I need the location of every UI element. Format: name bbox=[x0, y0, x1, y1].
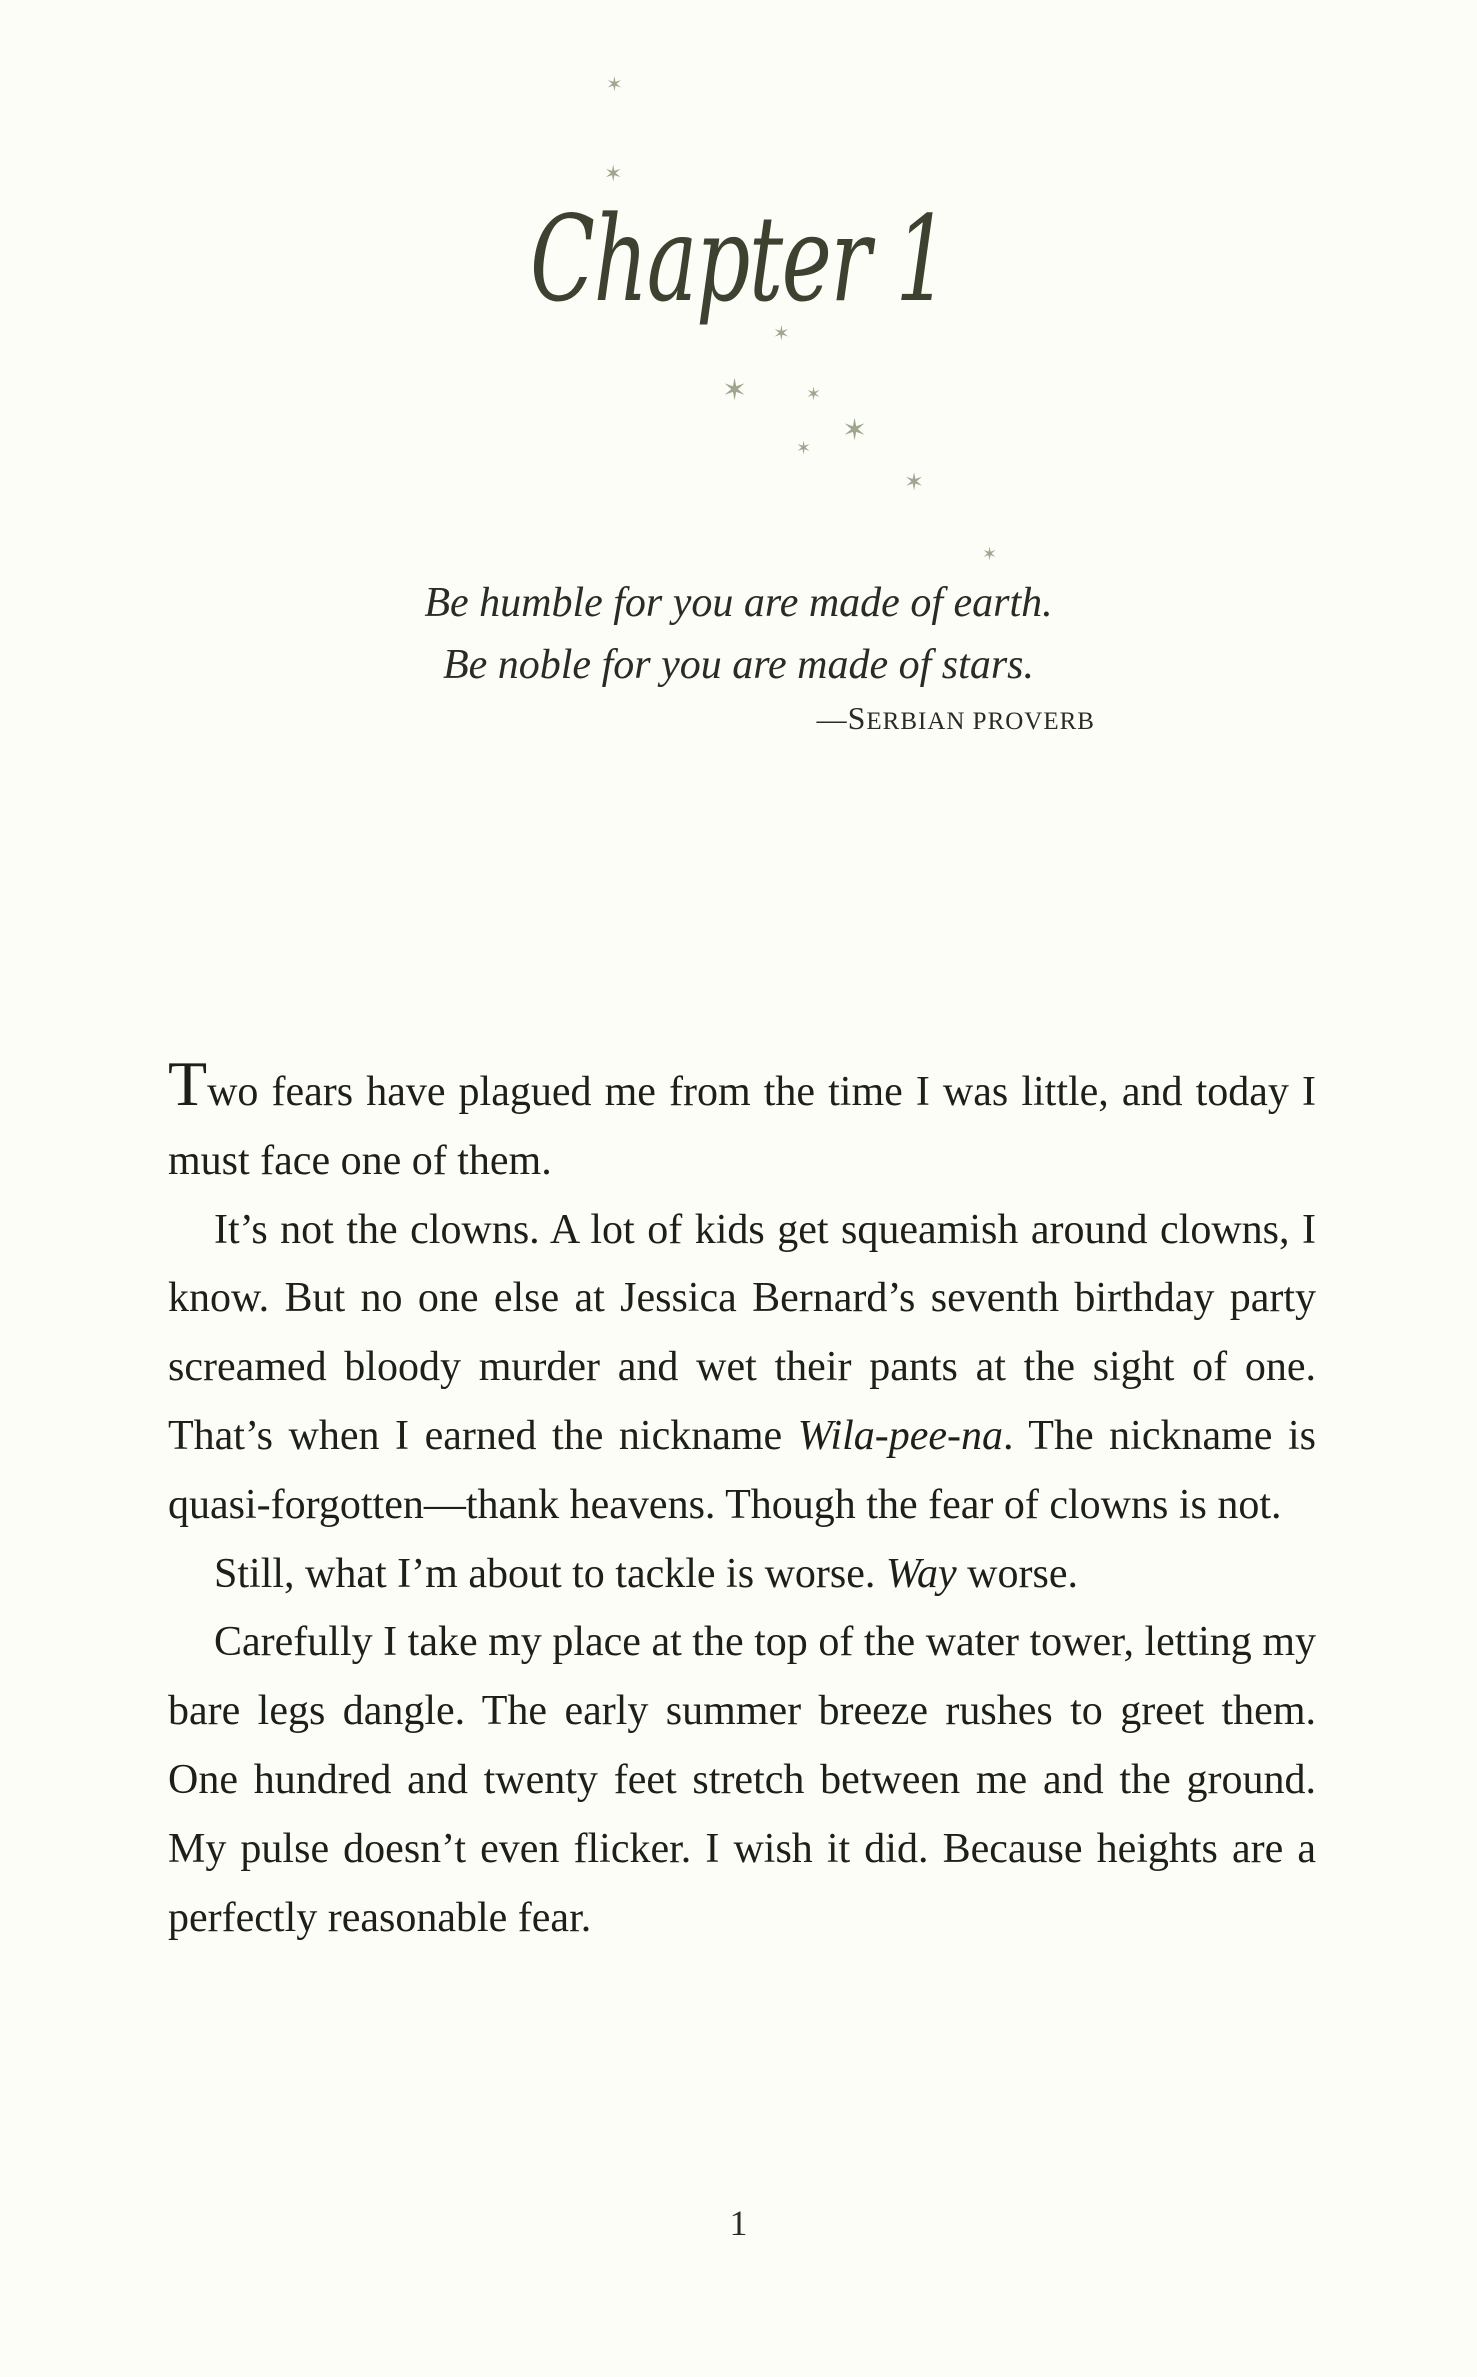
paragraph-text: It’s not the clowns. A lot of kids get squeamish around clowns, I know. But no one else at Jessica Bernard’s seventh birthday party screamed bloody murder and wet their pants at the sight of one. That’s when I earned the nickname bbox=[168, 1206, 1316, 1459]
drop-cap: T bbox=[168, 1048, 208, 1119]
star-icon: ✶ bbox=[904, 468, 925, 496]
attribution-text: ERBIAN PROVERB bbox=[866, 708, 1095, 735]
paragraph bbox=[168, 1048, 1316, 1196]
attribution-initial: S bbox=[847, 700, 867, 736]
star-icon: ✶ bbox=[773, 321, 790, 345]
paragraph-text: . The nickname is quasi-forgotten—thank heavens. Though the fear of clowns is not. bbox=[168, 1412, 1316, 1528]
paragraph: Carefully I take my place at the top of the water tower, letting my bare legs dangle. The early summer breeze rushes to greet them. One hundred and twenty feet stretch between me and the ground. My pulse doesn’t even flicker. I wish it did. Because heights are a perfectly reasonable fear. bbox=[168, 1619, 1316, 1941]
attribution-dash: — bbox=[816, 703, 848, 736]
paragraph-text: wo fears have plagued me from the time I was little, and today I must face one of them. bbox=[168, 1069, 1316, 1184]
epigraph bbox=[0, 572, 1477, 696]
star-icon: ✶ bbox=[842, 413, 868, 448]
paragraph-text: Still, what I’m about to tackle is worse. bbox=[214, 1550, 886, 1597]
star-icon: ✶ bbox=[796, 438, 812, 459]
epigraph-line: Be noble for you are made of stars. bbox=[442, 642, 1035, 688]
epigraph-line: Be humble for you are made of earth. bbox=[424, 580, 1053, 626]
star-icon: ✶ bbox=[722, 373, 748, 408]
page-number: 1 bbox=[729, 2203, 748, 2243]
star-icon: ✶ bbox=[606, 72, 623, 96]
paragraph bbox=[168, 1196, 1316, 1540]
star-icon: ✶ bbox=[982, 544, 998, 565]
paragraph bbox=[168, 1540, 1316, 1609]
paragraph-emphasis: Way bbox=[885, 1550, 957, 1597]
paragraph-emphasis: Wila-pee-na bbox=[797, 1412, 1004, 1459]
epigraph-attribution bbox=[0, 700, 1095, 737]
paragraph-text: worse. bbox=[956, 1550, 1078, 1597]
star-icon: ✶ bbox=[604, 162, 623, 187]
star-icon: ✶ bbox=[806, 384, 822, 405]
chapter-title: Chapter 1 bbox=[529, 190, 948, 328]
body-text bbox=[168, 1048, 1316, 1952]
